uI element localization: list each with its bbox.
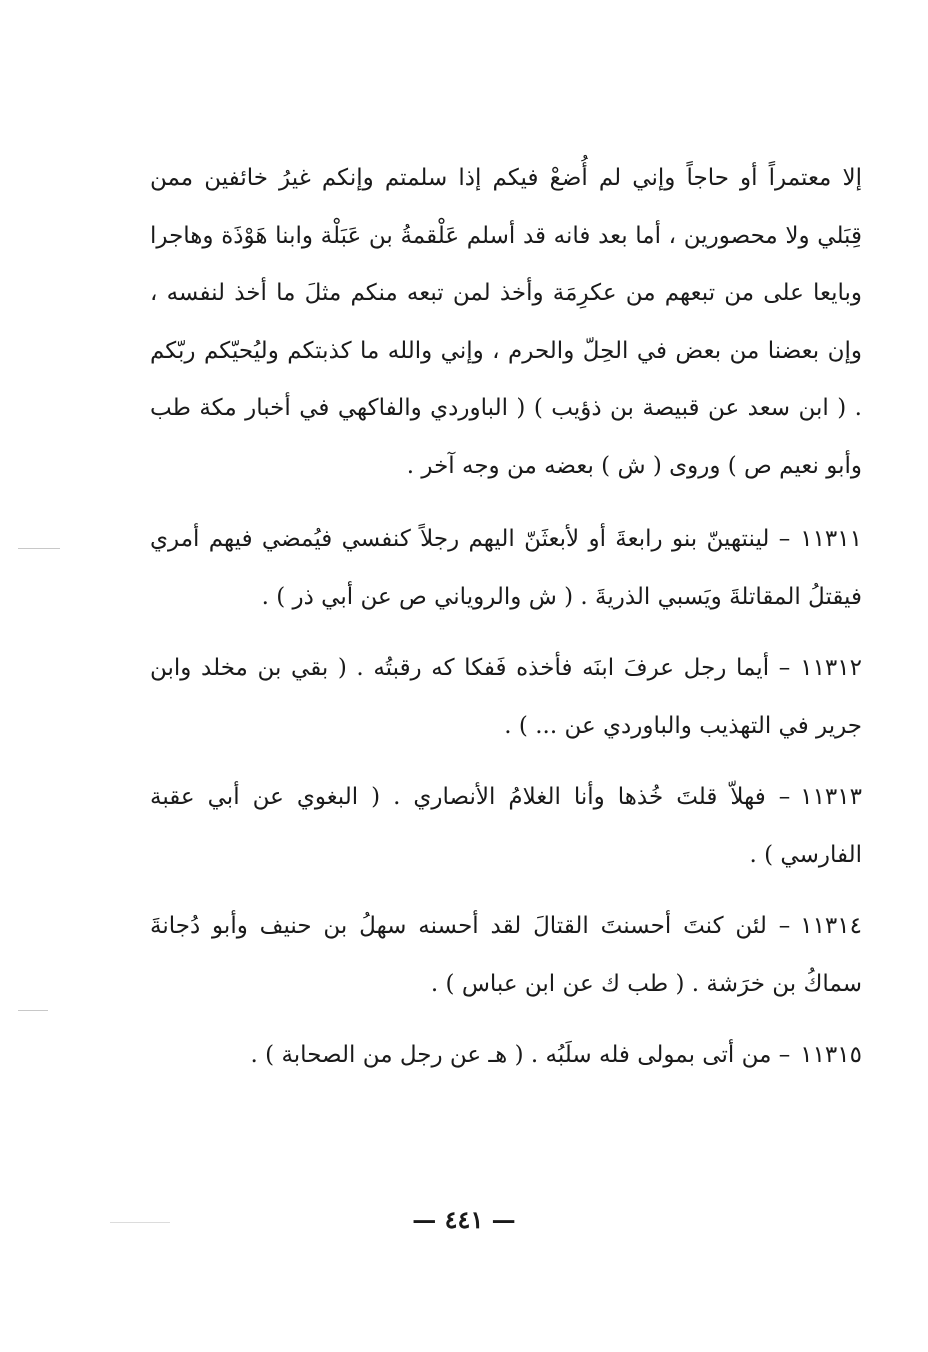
entry-number: ١١٣١٤: [800, 913, 862, 939]
entry-text: – لئن كنتَ أحسنتَ القتالَ لقد أحسنه سهلُ بن حنيف وأبو دُجانةَ سماكُ بن خرَشة . ( طب ك عن ابن عباس ) .: [150, 913, 862, 997]
entry-number: ١١٣١١: [800, 526, 862, 552]
scan-artifact: [18, 1010, 48, 1011]
entry-number: ١١٣١٢: [800, 655, 862, 681]
entry-text: – فهلاّ قلتَ خُذها وأنا الغلامُ الأنصاري . ( البغوي عن أبي عقبة الفارسي ) .: [150, 784, 862, 868]
hadith-entry: [150, 640, 862, 755]
hadith-entry: [150, 898, 862, 1013]
hadith-entry: [150, 1027, 862, 1085]
entry-text: – لينتهينّ بنو رابعةَ أو لأبعثَنّ اليهم رجلاً كنفسي فيُمضي فيهم أمري فيقتلُ المقاتلةَ ويَسبي الذريةَ . ( ش والروياني ص عن أبي ذر ) .: [150, 526, 862, 610]
page-number: — ٤٤١ —: [412, 1205, 516, 1234]
opening-paragraph-text: إلا معتمراً أو حاجاً وإني لم أُضعْ فيكم إذا سلمتم وإنكم غيرُ خائفين ممن قِبَلي ولا محصورين ، أما بعد فانه قد أسلم عَلْقمةُ بن عَبَلْة وابنا هَوْذَة وهاجرا وبايعا على من تبعهم من عكرِمَة وأخذ لمن تبعه منكم مثلَ ما أخذ لنفسه ، وإن بعضنا من بعض في الحِلّ والحرم ، وإني والله ما كذبتكم وليُحيّكم ربّكم . ( ابن سعد عن قبيصة بن ذؤيب ) ( الباوردي والفاكهي في أخبار مكة طب وأبو نعيم ص ) وروى ( ش ) بعضه من وجه آخر .: [150, 165, 862, 479]
hadith-entry: [150, 769, 862, 884]
entry-text: – من أتى بمولى فله سلَبُه . ( هـ عن رجل من الصحابة ) .: [250, 1042, 791, 1068]
hadith-entry: [150, 511, 862, 626]
page-body: [150, 150, 862, 1085]
entry-text: – أيما رجل عرفَ ابنَه فأخذه فَفكا كه رقبتُه . ( بقي بن مخلد وابن جرير في التهذيب والباوردي عن ... ) .: [150, 655, 862, 739]
entry-number: ١١٣١٥: [800, 1042, 862, 1068]
scan-artifact: [110, 1222, 170, 1223]
entry-number: ١١٣١٣: [800, 784, 862, 810]
opening-paragraph: [150, 150, 862, 495]
scan-artifact: [18, 548, 60, 549]
